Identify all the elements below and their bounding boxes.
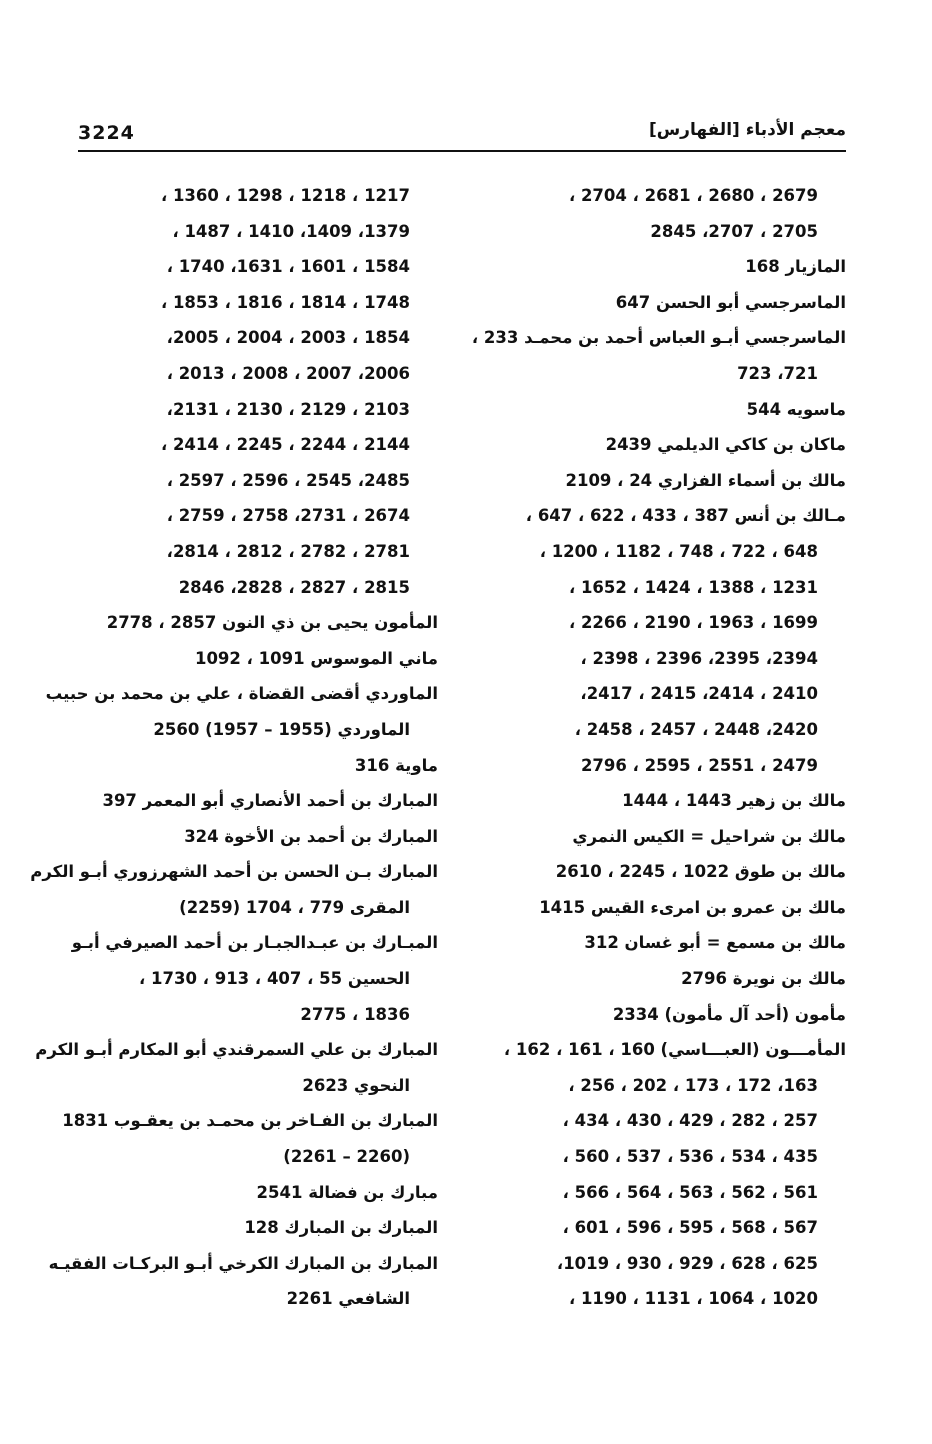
index-entry: المبارك بن الفـاخر بن محمـد بن يعقـوب 1831 [62, 1111, 438, 1131]
index-entry: ماسويه 544 [746, 399, 846, 419]
index-entry-continuation: 1699 ، 1963 ، 2190 ، 2266 ، [568, 613, 818, 633]
index-entry: مأمون (أحد آل مأمون) 2334 [612, 1004, 846, 1024]
index-entry-continuation: 2674 ، 2731، 2758 ، 2759 ، [166, 506, 410, 526]
index-column-right [471, 178, 846, 1317]
index-entry: مالك بن زهير 1443 ، 1444 [622, 791, 846, 811]
index-entry: الماسرجسي أبو الحسن 647 [615, 292, 846, 312]
index-entry: مالك بن طوق 1022 ، 2245 ، 2610 [555, 862, 846, 882]
index-entry-continuation: النحوي 2623 [302, 1075, 410, 1095]
index-entry-continuation: 2394، 2395، 2396 ، 2398 ، [580, 648, 818, 668]
index-entry: ماكان بن كاكي الديلمي 2439 [605, 435, 846, 455]
index-entry-continuation: الماوردي (1955 – 1957) 2560 [153, 719, 410, 739]
index-entry-continuation: 2705 ، 2707، 2845 [650, 221, 818, 241]
index-entry: المبارك بـن الحسن بن أحمد الشهرزوري أبـو الكرم [30, 862, 438, 882]
index-entry-continuation: 625 ، 628 ، 929 ، 930 ، 1019، [556, 1253, 818, 1273]
index-entry-continuation: 2144 ، 2244 ، 2245 ، 2414 ، [160, 435, 410, 455]
index-entry: الماسرجسي أبـو العباس أحمد بن محمـد 233 ، [471, 328, 846, 348]
header-rule [78, 150, 846, 152]
index-entry-continuation: الحسين 55 ، 407 ، 913 ، 1730 ، [139, 969, 410, 989]
page-header [78, 118, 846, 148]
index-entry-continuation: (2260 – 2261) [283, 1147, 410, 1167]
index-entry-continuation: 1231 ، 1388 ، 1424 ، 1652 ، [568, 577, 818, 597]
index-entry: المأمـــون (العبـــاسي) 160 ، 161 ، 162 ، [503, 1040, 846, 1060]
running-title: معجم الأدباء [الفهارس] [648, 120, 846, 140]
index-entry-continuation: 567 ، 568 ، 595 ، 596 ، 601 ، [562, 1218, 818, 1238]
index-entry-continuation: الشافعي 2261 [286, 1289, 410, 1309]
index-entry: المأمون يحيى بن ذي النون 2857 ، 2778 [106, 613, 438, 633]
index-entry-continuation: 2815 ، 2827 ، 2828، 2846 [178, 577, 410, 597]
index-entry-continuation: 2479 ، 2551 ، 2595 ، 2796 [580, 755, 818, 775]
index-entry-continuation: المقرى 779 ، 1704 (2259) [179, 897, 410, 917]
index-entry-continuation: 2006، 2007 ، 2008 ، 2013 ، [166, 363, 410, 383]
index-entry: المبارك بن علي السمرقندي أبو المكارم أبـو الكرم [35, 1040, 438, 1060]
page-number: 3224 [78, 122, 135, 144]
index-entry-continuation: 648 ، 722 ، 748 ، 1182 ، 1200 ، [539, 541, 818, 561]
index-entry: المبارك بن المبارك 128 [244, 1218, 438, 1238]
index-entry-continuation: 2420، 2448 ، 2457 ، 2458 ، [574, 719, 818, 739]
index-entry-continuation: 2679 ، 2680 ، 2681 ، 2704 ، [568, 186, 818, 205]
index-entry-continuation: 435 ، 534 ، 536 ، 537 ، 560 ، [562, 1147, 818, 1167]
index-entry: المبارك بن المبارك الكرخي أبـو البركـات الفقيـه [48, 1253, 438, 1273]
index-entry: المبارك بن أحمد الأنصاري أبو المعمر 397 [102, 791, 438, 811]
index-entry: مالك بن عمرو بن امرىء القيس 1415 [539, 897, 846, 917]
index-entry: مالك بن نويرة 2796 [681, 969, 846, 989]
index-entry: مالك بن شراحيل = الكيس النمري [572, 826, 846, 846]
index-entry-continuation: 721، 723 [737, 363, 818, 383]
index-entry-continuation: 1020 ، 1064 ، 1131 ، 1190 ، [568, 1289, 818, 1309]
index-entry: مـالك بن أنس 387 ، 433 ، 622 ، 647 ، [525, 506, 846, 526]
index-entry-continuation: 1854 ، 2003 ، 2004 ، 2005، [166, 328, 410, 348]
index-entry-continuation: 163، 172 ، 173 ، 202 ، 256 ، [568, 1075, 818, 1095]
index-entry-continuation: 257 ، 282 ، 429 ، 430 ، 434 ، [562, 1111, 818, 1131]
index-entry-continuation: 1379، 1409، 1410 ، 1487 ، [172, 221, 410, 241]
index-entry: مالك بن مسمع = أبو غسان 312 [584, 933, 846, 953]
index-entry-continuation: 2485، 2545 ، 2596 ، 2597 ، [166, 470, 410, 490]
index-entry-continuation: 2781 ، 2782 ، 2812 ، 2814، [166, 541, 410, 561]
index-entry: مالك بن أسماء الفزاري 24 ، 2109 [565, 470, 846, 490]
index-entry: ماوية 316 [354, 755, 438, 775]
index-entry-continuation: 2103 ، 2129 ، 2130 ، 2131، [166, 399, 410, 419]
index-entry-continuation: 1748 ، 1814 ، 1816 ، 1853 ، [160, 292, 410, 312]
index-entry: المازيار 168 [745, 257, 846, 277]
index-entry-continuation: 1217 ، 1218 ، 1298 ، 1360 ، [160, 186, 410, 205]
index-entry: المبـارك بن عبـدالجبـار بن أحمد الصيرفي أبـو [71, 933, 438, 953]
index-entry-continuation: 1836 ، 2775 [300, 1004, 410, 1024]
index-entry-continuation: 2410 ، 2414، 2415 ، 2417، [580, 684, 818, 704]
index-entry: المبارك بن أحمد بن الأخوة 324 [184, 826, 438, 846]
index-entry: الماوردي أقضى القضاة ، علي بن محمد بن حبيب [45, 684, 438, 704]
index-entry-continuation: 561 ، 562 ، 563 ، 564 ، 566 ، [562, 1182, 818, 1202]
index-entry: ماني الموسوس 1091 ، 1092 [194, 648, 438, 668]
index-entry: مبارك بن فضالة 2541 [256, 1182, 438, 1202]
index-entry-continuation: 1584 ، 1601 ، 1631، 1740 ، [166, 257, 410, 277]
index-column-left [30, 178, 438, 1317]
